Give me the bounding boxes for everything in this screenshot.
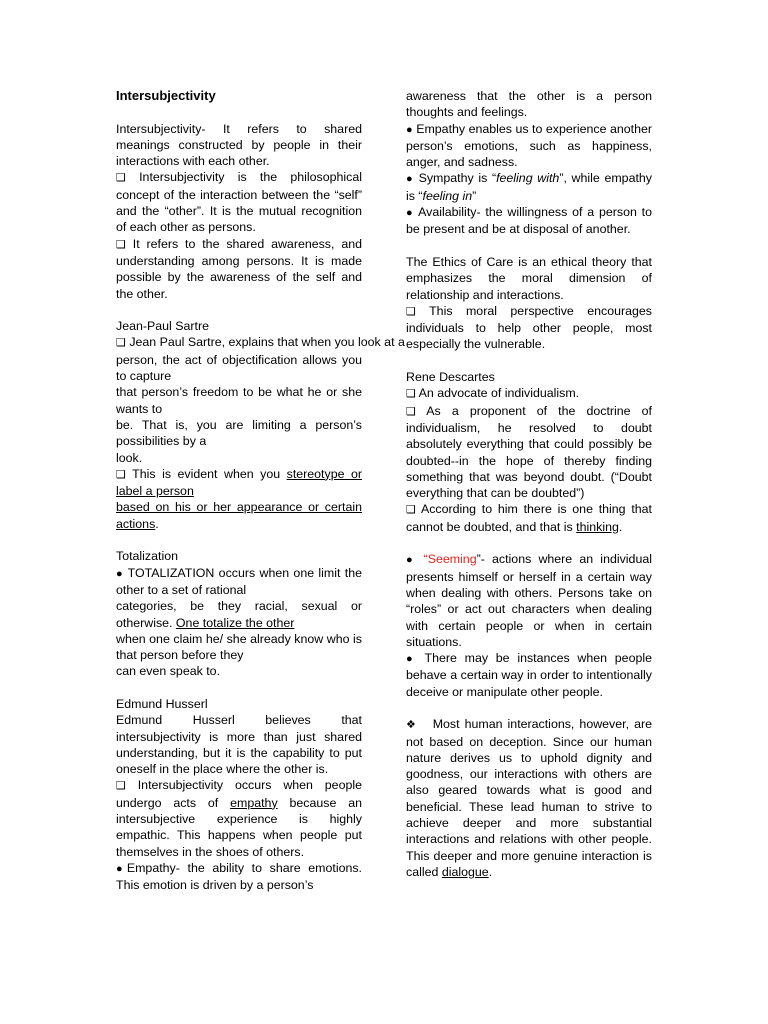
document-title: Intersubjectivity [116, 88, 216, 103]
ethics-of-care-paragraph: The Ethics of Care is an ethical theory that emphasizes the moral dimension of relationship and interactions. [406, 254, 652, 302]
checkbox-bullet-icon: ❑ [116, 468, 126, 481]
sartre-line-4: be. That is, you are limiting a person’s possibilities by a [116, 417, 362, 449]
descartes-heading: Rene Descartes [406, 370, 495, 385]
husserl-heading: Edmund Husserl [116, 696, 208, 711]
descartes-bullet-2: ❑ As a proponent of the doctrine of individualism, he resolved to doubt absolutely everything that could possibly be doubted--in the hope of thereby finding something that was beyond doubt. (“Doubt everything that can be doubted”) [406, 403, 652, 501]
totalization-line-1: ● TOTALIZATION occurs when one limit the other to a set of rational [116, 565, 362, 597]
deception-bullet: ● There may be instances when people behave a certain way in order to intentionally deceive or manipulate other people. [406, 651, 652, 699]
dot-bullet-icon: ● [406, 207, 415, 220]
availability-bullet: ● Availability- the willingness of a person to be present and be at disposal of another. [406, 205, 652, 237]
totalization-line-4: can even speak to. [116, 664, 221, 679]
checkbox-bullet-icon: ❑ [116, 172, 126, 185]
dialogue-paragraph: ❖ Most human interactions, however, are not based on deception. Since our human nature derives us to uphold dignity and goodness, our interactions with others are also geared towards what is good and beneficial. These lead human to strive to achieve deeper and more substantial interactions and relations with other people. This deeper and more genuine interaction is called dialogue. [406, 717, 652, 879]
dot-bullet-icon: ● [116, 567, 124, 580]
sartre-line-3: that person’s freedom to be what he or she wants to [116, 385, 362, 416]
husserl-empathy-definition: ●Empathy- the ability to share emotions. This emotion is driven by a person’s [116, 860, 362, 893]
totalization-line-2: categories, be they racial, sexual or otherwise. One totalize the other [116, 599, 362, 630]
checkbox-bullet-icon: ❑ [116, 238, 126, 251]
totalization-line-3: when one claim he/ she already know who is that person before they [116, 631, 362, 663]
bullet-self-other: ❑ Intersubjectivity is the philosophical concept of the interaction between the “self” and the “other”. It is the mutual recognition of each other as persons. [116, 170, 362, 235]
empathy-bullet: ● Empathy enables us to experience another person’s emotions, such as happiness, anger, and sadness. [406, 121, 652, 170]
checkbox-bullet-icon: ❑ [406, 305, 416, 318]
right-column [406, 88, 652, 880]
dot-bullet-icon: ● [406, 123, 413, 136]
dot-bullet-icon: ● [116, 862, 127, 875]
bullet-shared-awareness: ❑ It refers to the shared awareness, and understanding among persons. It is made possible by the awareness of the self and the other. [116, 236, 362, 301]
left-column [116, 88, 405, 894]
checkbox-bullet-icon: ❑ [116, 337, 126, 350]
checkbox-bullet-icon: ❑ [406, 504, 416, 517]
checkbox-bullet-icon: ❑ [406, 405, 416, 418]
husserl-empathy: ❑ Intersubjectivity occurs when people undergo acts of empathy because an intersubjective experience is highly empathic. This happens when people put themselves in the shoes of others. [116, 778, 363, 859]
seeming-bullet: ● “Seeming”- actions where an individual presents himself or herself in a certain way when dealing with others. Persons take on “roles” or act out characters when dealing with certain people or when in certain situations. [406, 552, 652, 649]
checkbox-bullet-icon: ❑ [116, 780, 126, 793]
checkbox-bullet-icon: ❑ [406, 388, 416, 401]
descartes-bullet-1: ❑ An advocate of individualism. [406, 386, 580, 401]
diamond-bullet-icon: ❖ [406, 719, 418, 732]
dot-bullet-icon: ● [406, 554, 417, 567]
totalization-heading: Totalization [116, 549, 178, 564]
definition-paragraph: Intersubjectivity- It refers to shared meanings constructed by people in their interactions with each other. [116, 121, 362, 169]
seeming-keyword: Seeming [427, 552, 477, 567]
sartre-line-1: ❑ Jean Paul Sartre, explains that when you look at a [116, 335, 405, 350]
sartre-heading: Jean-Paul Sartre [116, 319, 209, 334]
sartre-line-5: look. [116, 450, 143, 465]
sympathy-bullet: ● Sympathy is “feeling with”, while empathy is “feeling in” [406, 171, 652, 203]
descartes-bullet-3: ❑ According to him there is one thing that cannot be doubted, and that is thinking. [406, 502, 652, 534]
awareness-continuation: awareness that the other is a person thoughts and feelings. [406, 89, 652, 120]
sartre-stereotype: ❑ This is evident when you stereotype or label a person based on his or her appearance or certain actions. [116, 466, 363, 531]
sartre-line-2: person, the act of objectification allows you to capture [116, 352, 362, 384]
husserl-paragraph-1: Edmund Husserl believes that intersubjectivity is more than just shared understanding, but it is the capability to put oneself in the place where the other is. [116, 713, 362, 777]
dot-bullet-icon: ● [406, 653, 417, 666]
dot-bullet-icon: ● [406, 173, 414, 186]
ethics-bullet: ❑ This moral perspective encourages individuals to help other people, most especially the vulnerable. [406, 303, 652, 352]
